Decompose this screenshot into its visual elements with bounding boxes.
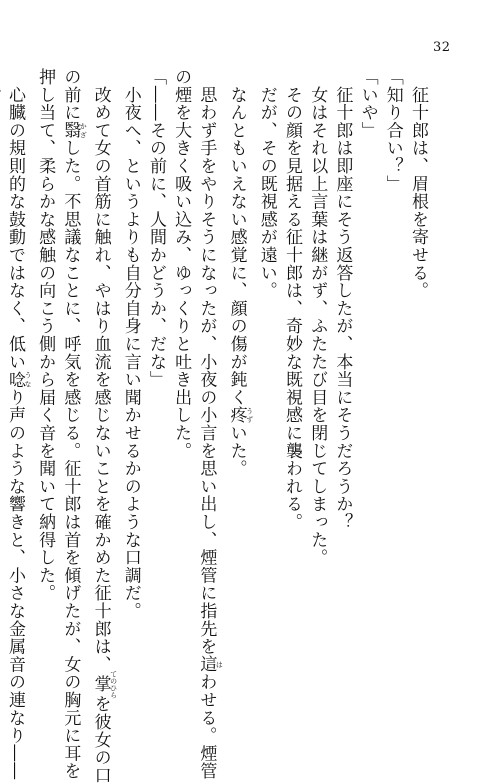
text-line: 思わず手をやりそうになったが、小夜の小言を思い出し、煙管に指先を這 はわせる。煙管 — [196, 68, 224, 781]
text-line: 「いや」 — [357, 68, 378, 140]
ruby-word: 唸 うな — [4, 370, 32, 389]
text-line: 征十郎は即座にそう返答したが、本当にそうだろうか？ — [332, 68, 353, 531]
text-line: だが、その既視感が遠い。 — [256, 68, 277, 300]
text-line: 改めて女の首筋に触れ、やはり血流を感じないことを確かめた征十郎は、掌 てのひらを彼女の口 — [90, 68, 118, 784]
text-line: その顔を見据える征十郎は、奇妙な既視感に襲われる。 — [281, 68, 302, 531]
ruby-word: 這 は — [196, 655, 224, 674]
text-line: 心臓の規則的な鼓動ではなく、低い唸 うなり声のような響きと、小さな金属音の連なり―― — [4, 68, 32, 781]
page-number: 32 — [433, 40, 451, 55]
text-line: 「――その前に、人間かどうか、だな」 — [145, 68, 166, 389]
text-line: 女はそれ以上言葉は継がず、ふたたび目を閉じてしまった。 — [307, 68, 328, 567]
text-line: 押し当て、柔らかな感触の向こう側から届く音を聞いて納得した。 — [35, 68, 56, 602]
text-line: 征十郎は、眉根を寄せる。 — [408, 68, 428, 300]
vertical-body-text — [0, 68, 430, 784]
ruby-word: 掌 てのひら — [90, 670, 118, 699]
text-line: なんともいえない感覚に、顔の傷が鈍く疼 うずいた。 — [226, 68, 254, 478]
text-line: の煙を大きく吸い込み、ゆっくりと吐き出した。 — [171, 68, 192, 460]
text-line: 小夜へ、というよりも自分自身に言い聞かせるかのような口調だ。 — [120, 68, 141, 620]
text-line: の前に翳 かざした。不思議なことに、呼気を感じる。征十郎は首を傾げたが、女の胸元に耳を — [60, 68, 88, 781]
ruby-word: 翳 かざ — [60, 121, 88, 140]
text-line: 「知り合い？」 — [382, 68, 403, 193]
ruby-word: 疼 うず — [226, 406, 254, 425]
